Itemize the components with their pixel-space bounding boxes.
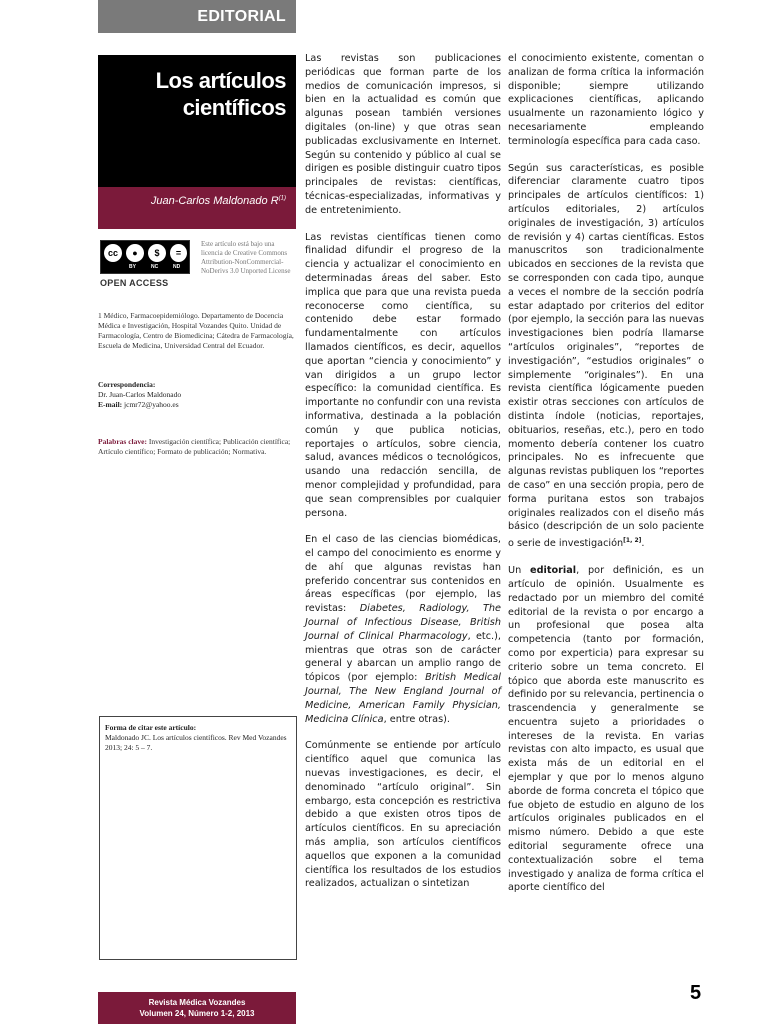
paragraph: En el caso de las ciencias biomédicas, el campo del conocimiento es enorme y de ahí que algunas revistas han preferido concentrar sus contenidos en áreas específicas (por ejemplo, las revistas: Diabetes, Radiology, The Journal of Infectious Disease, British Journal of Clinical Pharmacology, etc.), mientras que otras son de carácter general y abarcan un amplio rango de tópicos (por ejemplo: British Medical Journal, The New England Journal of Medicine, American Family Physician, Medicina Clínica, entre otras). — [305, 534, 501, 725]
article-title — [98, 55, 296, 187]
creative-commons-icon[interactable] — [100, 240, 190, 274]
email-address[interactable]: jcmr72@yahoo.es — [124, 400, 179, 409]
paragraph: Comúnmente se entiende por artículo científico aquel que comunica las nuevas investigaciones, es decir, el denominado “artículo original”. Sin embargo, esta concepción es restrictiva debido a que existen otros tipos de artículos científicos. En su apreciación más amplia, son artículos científicos aquellos que exponen a la comunidad científica los resultados de los estudios realizados, actualizan o sintetizan — [305, 740, 501, 890]
citation-label: Forma de citar este artículo: — [105, 723, 197, 732]
citation-box — [99, 716, 297, 960]
paragraph: Las revistas científicas tienen como finalidad difundir el progreso de la ciencia y actualizar el conocimiento en determinadas áreas del saber. Esto implica que para que una revista pueda reconocerse como científica, su contenido debe estar formado fundamentalmente con artículos llamados científicos, es decir, aquellos que aportan “ciencia y conocimiento” y van dirigidos a un grupo lector específico: la comunidad científica. Es importante no confundir con una revista informativa, destinada a la población común y que publica noticias, reportajes o artículos, sobre ciencia, salud, avances médicos o tecnológicos, usando una redacción sencilla, de menor complejidad y profundidad, para que sean comprensibles por cualquier persona. — [305, 231, 501, 519]
journal-volume: Volumen 24, Número 1-2, 2013 — [139, 1009, 255, 1018]
noncommercial-icon: $ — [148, 244, 166, 262]
author-byline — [98, 187, 296, 229]
keywords-text: Investigación científica; Publicación científica; Artículo científico; Formato de publicación; Normativa. — [98, 437, 291, 456]
author-affiliation: 1 Médico, Farmacoepidemiólogo. Departamento de Docencia Médica e Investigación, Hospital Vozandes Quito. Unidad de Farmacología, Centro de Biomedicina; Cátedra de Farmacología, Escuela de Medicina, Universidad Central del Ecuador. — [98, 311, 294, 350]
body-column-1 — [305, 52, 501, 904]
page-number: 5 — [690, 982, 702, 1004]
paragraph: Según sus características, es posible diferenciar claramente cuatro tipos principales de artículos científicos: 1) artículos editoriales, 2) artículos originales de investigación, 3) artículos de revisión y 4) cartas científicas. Estos manuscritos son tradicionalmente ubicados en secciones de la revista que se corresponden con cada tipo, aunque a veces el nombre de la sección podría estar adaptado por criterios del editor (por ejemplo, la sección para las nuevas investigaciones bien podría llamarse “artículos originales”, “reportes de investigación”, “estudios originales” o simplemente “originales”). En una revista científica lógicamente pueden existir otras secciones con artículos de distinta índole (noticias, reportajes, obituarios, reseñas, etc.), pero en todo momento debería contener los cuatro principales. No es infrecuente que algunas revistas publiquen los “reportes de caso” en una sección propia, pero de forma puritana estos son trabajos originales realizados con el diseño más básico (descripción de un solo paciente o serie de investigación[1, 2]. — [508, 162, 704, 550]
author-name: Juan-Carlos Maldonado R — [150, 195, 279, 207]
correspondence — [98, 380, 296, 410]
correspondence-label: Correspondencia: — [98, 380, 156, 389]
license-text: Este artículo está bajo una licencia de Creative Commons Attribution-NonCommercial-NoDerivs 3.0 Unported License — [201, 240, 291, 275]
journal-name: Revista Médica Vozandes — [148, 998, 246, 1007]
citation-text: Maldonado JC. Los artículos científicos. Rev Med Vozandes 2013; 24: 5 – 7. — [105, 733, 287, 752]
journal-footer — [98, 992, 296, 1024]
email-label: E-mail: — [98, 400, 123, 409]
paragraph: el conocimiento existente, comentan o analizan de forma crítica la información disponible; siempre utilizando explicaciones científicas, aplicando usualmente un razonamiento lógico y necesariamente empleando terminología específica para cada caso. — [508, 53, 704, 147]
noderivs-icon: = — [170, 244, 187, 262]
keywords-label: Palabras clave: — [98, 437, 147, 446]
paragraph: Un editorial, por definición, es un artículo de opinión. Usualmente es redactado por un miembro del comité editorial de la revista o por encargo a un profesional que posea alta competencia (tanto por formación, como por experticia) para expresar su criterio sobre un tema concreto. El tópico que aborda este manuscrito es definido por su relevancia, pertinencia o trascendencia y generalmente se encuentra sujeto a prioridades o intereses de la revista. En varias revistas con alto impacto, es usual que exista más de un editorial en el ejemplar y que por lo menos alguno aborde de forma concreta el tópico que fue objeto de estudio en alguno de los artículos originales publicados en el mismo número. Debido a que este editorial seguramente ofrece una contextualización sobre el tema investigado y analiza de forma crítica el aporte científico del — [508, 565, 704, 894]
author-affiliation-marker: (1) — [278, 195, 286, 202]
cc-nd-label: ND — [173, 264, 181, 270]
keywords — [98, 437, 296, 457]
cc-icon: cc — [104, 244, 122, 262]
reference-marker[interactable]: [1, 2] — [623, 537, 642, 545]
correspondence-name: Dr. Juan-Carlos Maldonado — [98, 390, 182, 399]
cc-by-label: BY — [129, 264, 136, 270]
body-column-2 — [508, 52, 704, 908]
title-line-1: Los artículos — [155, 68, 286, 93]
attribution-icon: ● — [126, 244, 144, 262]
title-line-2: científicos — [182, 95, 286, 120]
cc-nc-label: NC — [151, 264, 159, 270]
open-access-label: OPEN ACCESS — [100, 278, 169, 288]
paragraph: Las revistas son publicaciones periódicas que forman parte de los medios de comunicación impresos, si bien en la actualidad es común que algunas posean también versiones digitales (on-line) y que otras sean publicadas exclusivamente en Internet. Según su contenido y público al cual se dirigen es posible distinguir cuatro tipos principales de revistas: científicas, técnicas-especializadas, informativas y de entretenimiento. — [305, 53, 501, 216]
sidebar — [98, 0, 296, 229]
section-label: EDITORIAL — [98, 0, 296, 33]
